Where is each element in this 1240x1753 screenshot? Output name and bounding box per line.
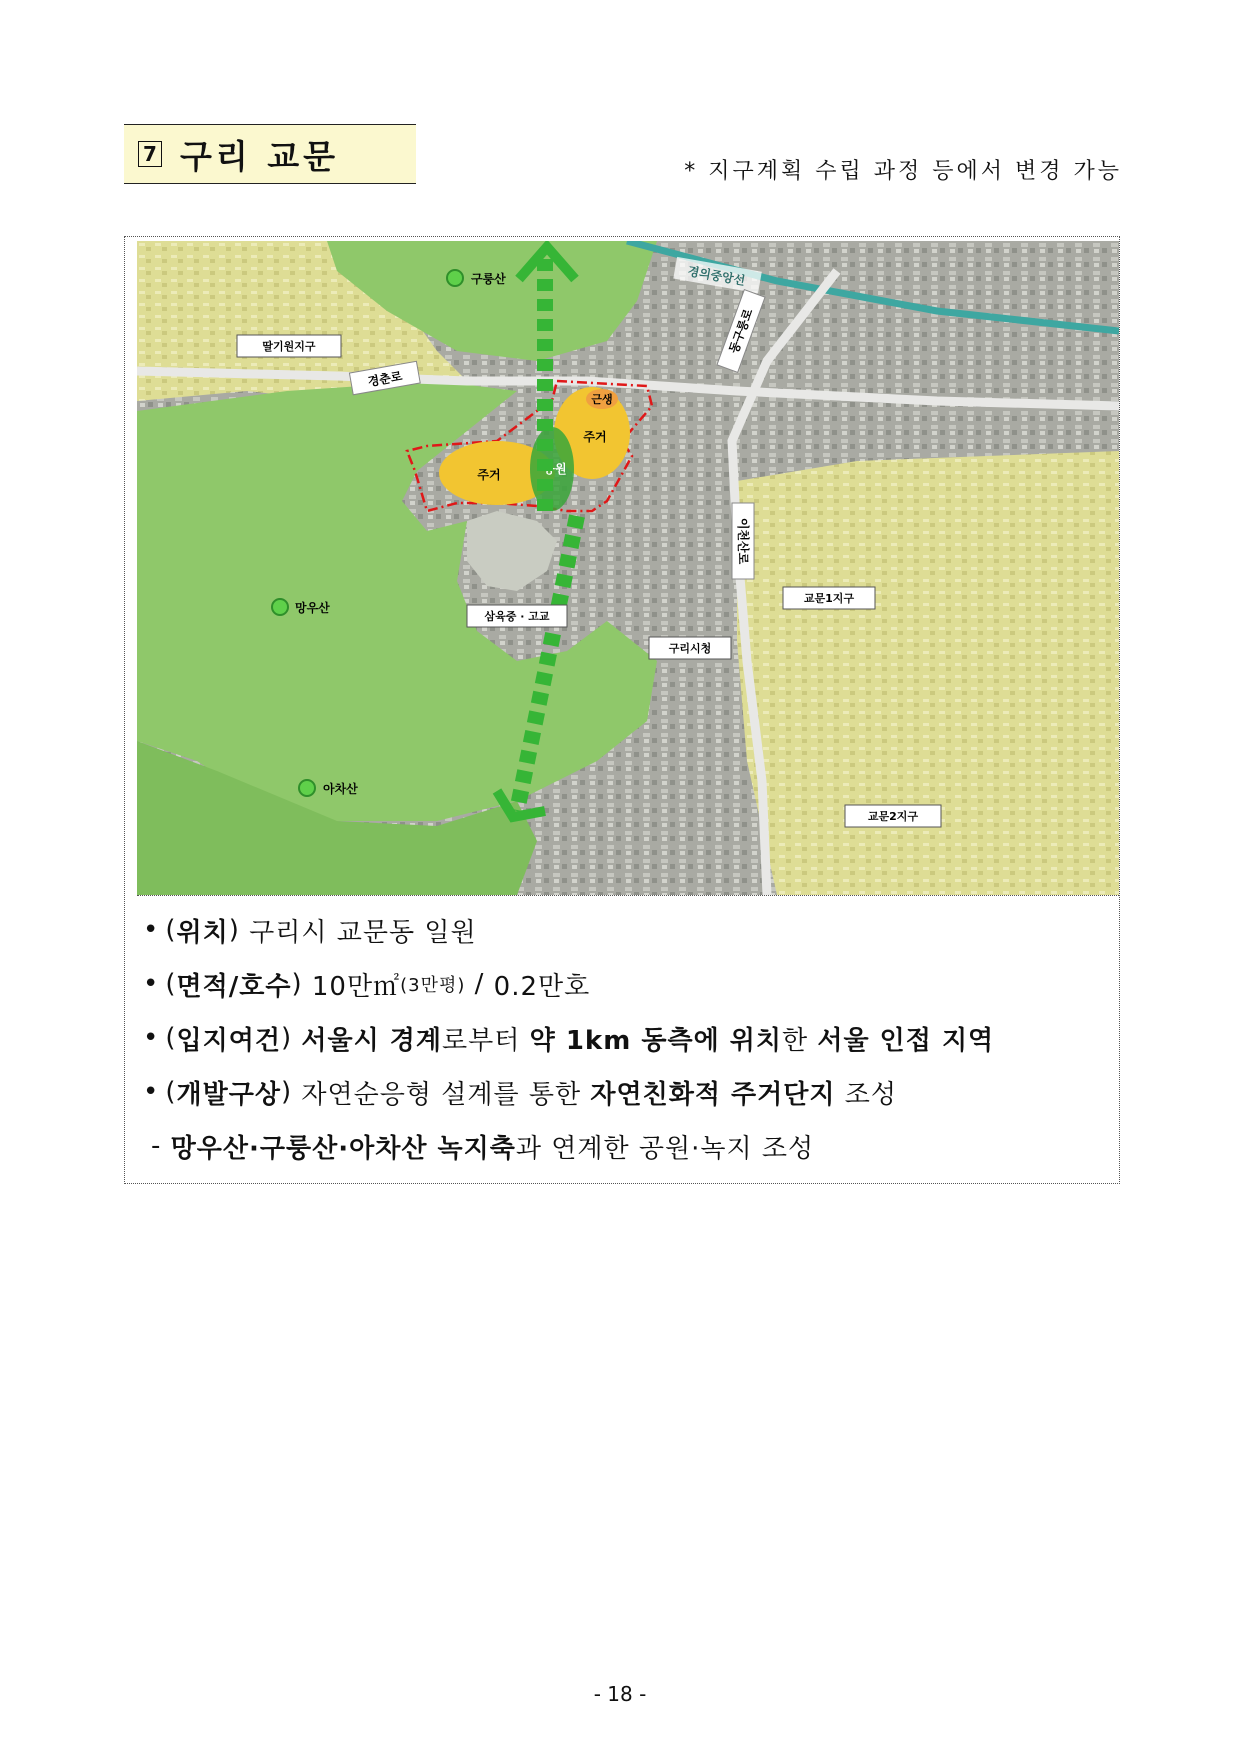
school-label: 삼육중 · 고교 xyxy=(484,610,550,623)
bullet-conditions: • ( 입지여건 ) 서울시 경계 로부터 약 1km 동측에 위치 한 서울 인접 지역 xyxy=(143,1011,1109,1065)
mangu-mountain-marker xyxy=(272,599,330,615)
section-title-box xyxy=(124,124,416,184)
gyomun2-label-box xyxy=(845,805,941,827)
bullet-concept-label: 개발구상 xyxy=(176,1079,281,1110)
site-map xyxy=(137,241,1119,896)
bullet-concept-plain2: 조성 xyxy=(844,1079,897,1110)
acha-mountain-label: 아차산 xyxy=(323,782,358,796)
site-map-svg xyxy=(137,241,1119,895)
bullet-conditions-bold1: 서울시 경계 xyxy=(301,1025,443,1056)
content-frame xyxy=(124,236,1120,1184)
bullet-concept: • ( 개발구상 ) 자연순응형 설계를 통한 자연친화적 주거단지 조성 xyxy=(143,1065,1109,1119)
housing-west-label: 주거 xyxy=(477,468,501,482)
bullet-conditions-bold2: 약 1km 동측에 위치 xyxy=(529,1025,782,1056)
change-note: * 지구계획 수립 과정 등에서 변경 가능 xyxy=(684,159,1122,184)
bullet-area-sep: / xyxy=(474,969,485,999)
bullet-conditions-bold3: 서울 인접 지역 xyxy=(817,1025,995,1056)
neighborhood-label: 근생 xyxy=(591,393,613,406)
gyomun1-label: 교문1지구 xyxy=(803,592,855,605)
south-road-label: 이천산로 xyxy=(736,517,750,565)
summary-bullets xyxy=(143,903,1109,1173)
bullet-sub-dash: - xyxy=(151,1131,162,1161)
bullet-conditions-plain1: 로부터 xyxy=(442,1025,521,1056)
city-hall-label: 구리시청 xyxy=(668,642,712,655)
bullet-location: • ( 위치 ) 구리시 교문동 일원 xyxy=(143,903,1109,957)
bullet-sub-bold1: 망우산·구룽산·아차산 녹지축 xyxy=(170,1133,516,1164)
bullet-area-value: 10만㎡ xyxy=(311,971,401,1002)
school-label-box xyxy=(467,605,567,627)
housing-east-label: 주거 xyxy=(583,430,607,444)
bullet-area: • ( 면적/호수 ) 10만㎡ (3만평) / 0.2만호 xyxy=(143,957,1109,1011)
gyomun2-label: 교문2지구 xyxy=(867,810,919,823)
bullet-sub-green-axis xyxy=(143,1119,1109,1173)
gyomun1-label-box xyxy=(783,587,875,609)
page-number: - 18 - xyxy=(593,1682,647,1706)
page-title: 구리 교문 xyxy=(180,136,340,176)
bullet-concept-plain1: 자연순응형 설계를 통한 xyxy=(301,1079,582,1110)
bullet-area-units: 0.2만호 xyxy=(493,971,591,1002)
bullet-area-pyeong: (3만평) xyxy=(400,975,466,996)
bullet-area-label: 면적/호수 xyxy=(176,971,292,1002)
park-label: 공원 xyxy=(543,462,567,476)
gyomun-district-area xyxy=(737,451,1119,895)
ttalgiwon-label-box xyxy=(237,335,341,357)
acha-mountain-marker xyxy=(299,780,358,796)
gureung-mountain-marker xyxy=(447,270,506,286)
city-hall-label-box xyxy=(649,637,731,659)
rail-line-label: 경의중앙선 xyxy=(686,264,747,288)
bullet-location-label: 위치 xyxy=(176,917,229,948)
mangu-mountain-label: 망우산 xyxy=(295,601,330,615)
bullet-conditions-plain2: 한 xyxy=(781,1025,809,1056)
bullet-concept-bold1: 자연친화적 주거단지 xyxy=(590,1079,836,1110)
north-east-road-label: 동구릉로 xyxy=(726,306,756,356)
bullet-conditions-label: 입지여건 xyxy=(176,1025,281,1056)
section-number: 7 xyxy=(138,141,162,167)
ttalgiwon-label: 딸기원지구 xyxy=(262,340,316,353)
bullet-location-text: 구리시 교문동 일원 xyxy=(249,917,477,948)
gureung-mountain-label: 구룽산 xyxy=(471,272,506,286)
gyeongchun-road-label: 경춘로 xyxy=(366,369,404,389)
bullet-sub-plain1: 과 연계한 공원·녹지 조성 xyxy=(515,1133,815,1164)
